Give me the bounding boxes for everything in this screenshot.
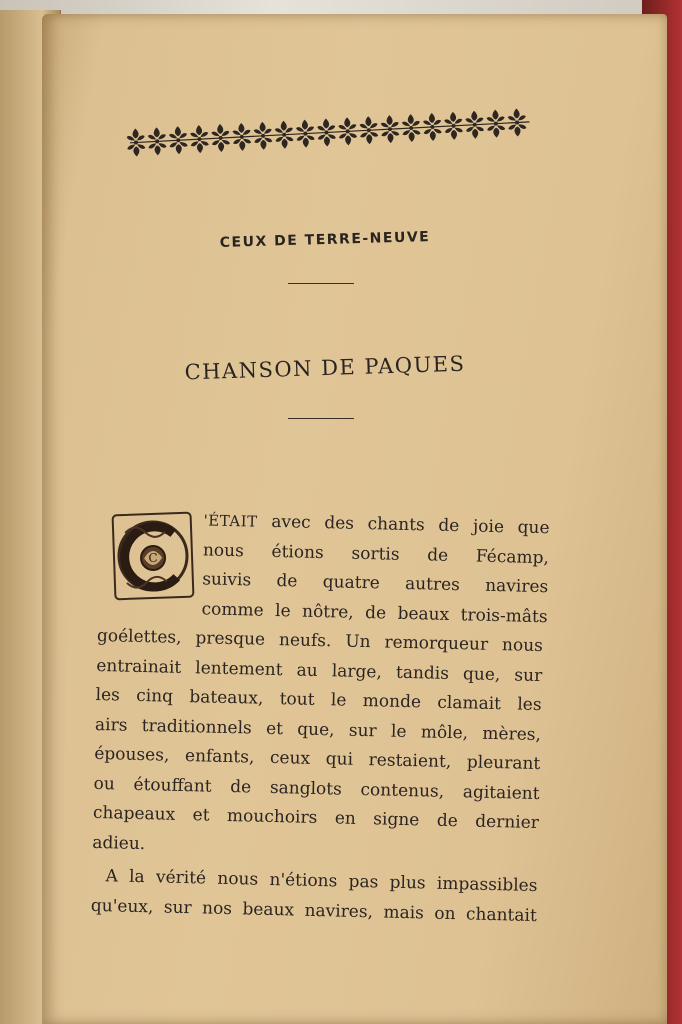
text-line: nous étions sortis de Fécamp, (202, 539, 550, 568)
text-line: entrainait lentement au large, tandis que, sur (96, 655, 543, 686)
text-line: ou étouffant de sanglots contenus, agitaient (93, 773, 540, 804)
text-line: épouses, enfants, ceux qui restaient, pleurant (94, 743, 541, 775)
divider-rule (288, 283, 354, 284)
text-line: chapeaux et mouchoirs en signe de dernier (92, 802, 540, 834)
text-line: goélettes, presque neufs. Un remorqueur nous (96, 625, 544, 657)
text-line: 'ÉTAIT avec des chants de joie que (203, 511, 550, 539)
text-line: airs traditionnels et que, sur le môle, mères, (94, 714, 542, 745)
chapter-title: CHANSON DE PAQUES (184, 351, 466, 385)
text-line: les cinq bateaux, tout le monde clamait les (95, 684, 542, 716)
text-line: qu'eux, sur nos beaux navires, mais on chantait (90, 895, 538, 926)
text-line: adieu. (92, 832, 146, 854)
text-line: suivis de quatre autres navires (202, 569, 549, 598)
text-line: comme le nôtre, de beaux trois-mâts (201, 598, 548, 627)
drop-cap-letter: C (148, 550, 158, 566)
body-text (91, 504, 560, 931)
text-line: A la vérité nous n'étions pas plus impassibles (105, 866, 538, 897)
opening-small-caps: 'ÉTAIT (203, 511, 258, 531)
divider-rule (288, 418, 354, 419)
running-head: CEUX DE TERRE-NEUVE (219, 229, 431, 251)
